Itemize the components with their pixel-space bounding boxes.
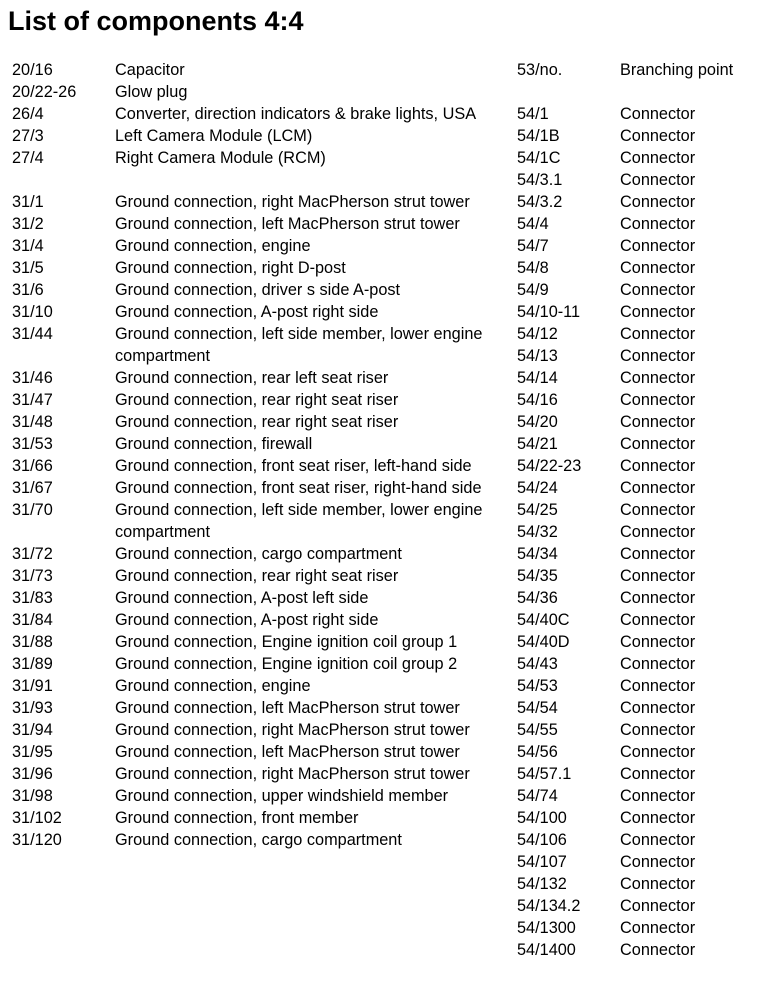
component-description: Ground connection, upper windshield member	[115, 787, 449, 805]
component-code: 31/88	[12, 633, 53, 651]
component-description: Connector	[620, 875, 696, 893]
component-code: 31/67	[12, 479, 53, 497]
component-code: 54/134.2	[517, 897, 581, 915]
list-item	[517, 587, 762, 609]
component-code: 31/98	[12, 787, 53, 805]
list-item	[12, 147, 498, 169]
list-spacer	[517, 81, 762, 103]
list-item	[517, 345, 762, 367]
component-code: 54/21	[517, 435, 558, 453]
component-description: Connector	[620, 809, 696, 827]
component-code: 54/16	[517, 391, 558, 409]
list-item	[517, 917, 762, 939]
component-description: Connector	[620, 413, 696, 431]
list-item	[12, 763, 498, 785]
component-description: Connector	[620, 457, 696, 475]
component-code: 31/4	[12, 237, 44, 255]
component-code: 54/34	[517, 545, 558, 563]
component-description: Connector	[620, 545, 696, 563]
component-code: 54/57.1	[517, 765, 572, 783]
component-description: Connector	[620, 633, 696, 651]
list-item	[12, 257, 498, 279]
list-item	[12, 653, 498, 675]
list-item	[517, 653, 762, 675]
component-code: 31/120	[12, 831, 62, 849]
component-code: 54/4	[517, 215, 549, 233]
component-code: 54/106	[517, 831, 567, 849]
component-code: 31/95	[12, 743, 53, 761]
component-description: Ground connection, front seat riser, left-hand side	[115, 457, 472, 475]
list-item	[517, 455, 762, 477]
component-description: Connector	[620, 193, 696, 211]
list-item	[12, 719, 498, 741]
list-item	[517, 301, 762, 323]
component-description: Connector	[620, 105, 696, 123]
list-item	[517, 323, 762, 345]
component-description: Connector	[620, 743, 696, 761]
list-item	[12, 499, 498, 543]
list-item	[12, 367, 498, 389]
list-item	[517, 521, 762, 543]
list-item	[517, 873, 762, 895]
list-item	[517, 565, 762, 587]
component-description: Ground connection, A-post right side	[115, 303, 379, 321]
list-item	[517, 433, 762, 455]
list-item	[12, 565, 498, 587]
list-item	[517, 499, 762, 521]
component-code: 31/70	[12, 501, 53, 519]
list-item	[517, 785, 762, 807]
component-code: 31/84	[12, 611, 53, 629]
component-code: 31/2	[12, 215, 44, 233]
component-description: Ground connection, Engine ignition coil group 2	[115, 655, 458, 673]
page-title: List of components 4:4	[8, 6, 304, 36]
component-code: 31/94	[12, 721, 53, 739]
component-description: Connector	[620, 831, 696, 849]
list-item	[12, 59, 498, 81]
list-item	[517, 279, 762, 301]
component-description: Connector	[620, 215, 696, 233]
component-code: 31/10	[12, 303, 53, 321]
list-spacer	[12, 169, 498, 191]
component-code: 31/1	[12, 193, 44, 211]
list-item	[517, 477, 762, 499]
component-code: 54/14	[517, 369, 558, 387]
component-code: 54/7	[517, 237, 549, 255]
component-description: Ground connection, Engine ignition coil group 1	[115, 633, 458, 651]
component-description: Ground connection, rear right seat riser	[115, 567, 399, 585]
component-code: 54/55	[517, 721, 558, 739]
component-code: 31/89	[12, 655, 53, 673]
list-item	[517, 675, 762, 697]
component-description: Connector	[620, 281, 696, 299]
component-description: Right Camera Module (RCM)	[115, 149, 326, 167]
component-description: Connector	[620, 259, 696, 277]
component-code: 54/22-23	[517, 457, 582, 475]
component-code: 54/1400	[517, 941, 576, 959]
component-description: Connector	[620, 501, 696, 519]
component-code: 54/10-11	[517, 303, 581, 321]
component-code: 54/12	[517, 325, 558, 343]
list-item	[517, 939, 762, 961]
component-description: Connector	[620, 721, 696, 739]
component-description: Connector	[620, 479, 696, 497]
right-component-list	[517, 59, 762, 961]
component-code: 31/6	[12, 281, 44, 299]
component-description: Connector	[620, 853, 696, 871]
component-description: Glow plug	[115, 83, 188, 101]
component-code: 31/83	[12, 589, 53, 607]
component-description: Connector	[620, 787, 696, 805]
component-code: 54/107	[517, 853, 567, 871]
component-description: Connector	[620, 347, 696, 365]
component-description: Ground connection, rear right seat riser	[115, 413, 399, 431]
component-code: 20/16	[12, 61, 53, 79]
component-code: 54/53	[517, 677, 558, 695]
component-description: Ground connection, front member	[115, 809, 359, 827]
list-item	[517, 411, 762, 433]
component-code: 54/56	[517, 743, 558, 761]
component-code: 54/74	[517, 787, 558, 805]
component-description: Ground connection, right MacPherson strut tower	[115, 765, 470, 783]
component-description: Ground connection, front seat riser, right-hand side	[115, 479, 482, 497]
list-item	[12, 191, 498, 213]
list-item	[12, 543, 498, 565]
list-item	[12, 455, 498, 477]
list-item	[12, 785, 498, 807]
list-item	[517, 807, 762, 829]
component-description: Ground connection, cargo compartment	[115, 831, 402, 849]
component-code: 54/13	[517, 347, 558, 365]
component-description: Connector	[620, 611, 696, 629]
component-description: Ground connection, right D-post	[115, 259, 346, 277]
list-item	[517, 851, 762, 873]
list-item	[517, 829, 762, 851]
component-code: 31/46	[12, 369, 53, 387]
list-item	[517, 125, 762, 147]
list-item	[12, 433, 498, 455]
list-item	[12, 675, 498, 697]
list-item	[12, 587, 498, 609]
component-description: Connector	[620, 325, 696, 343]
component-code: 27/3	[12, 127, 44, 145]
component-description: Connector	[620, 655, 696, 673]
component-description: Ground connection, left side member, lower engine compartment	[115, 325, 483, 365]
component-description: Ground connection, cargo compartment	[115, 545, 402, 563]
component-code: 54/1300	[517, 919, 576, 937]
list-item	[517, 697, 762, 719]
list-item	[12, 125, 498, 147]
list-item	[517, 191, 762, 213]
component-description: Connector	[620, 919, 696, 937]
component-description: Ground connection, A-post left side	[115, 589, 369, 607]
component-code: 54/8	[517, 259, 549, 277]
component-code: 31/96	[12, 765, 53, 783]
list-item	[517, 367, 762, 389]
list-item	[12, 697, 498, 719]
component-code: 26/4	[12, 105, 44, 123]
component-code: 31/73	[12, 567, 53, 585]
component-code: 54/9	[517, 281, 549, 299]
component-code: 54/1C	[517, 149, 561, 167]
component-code: 54/24	[517, 479, 558, 497]
list-item	[12, 609, 498, 631]
list-item	[12, 829, 498, 851]
component-description: Ground connection, left side member, lower engine compartment	[115, 501, 483, 541]
component-code: 54/36	[517, 589, 558, 607]
component-description: Ground connection, engine	[115, 677, 311, 695]
list-item	[517, 719, 762, 741]
component-code: 53/no.	[517, 61, 563, 79]
list-item	[12, 103, 498, 125]
component-code: 31/102	[12, 809, 62, 827]
component-code: 31/48	[12, 413, 53, 431]
component-description: Ground connection, right MacPherson strut tower	[115, 721, 470, 739]
component-code: 27/4	[12, 149, 44, 167]
component-code: 54/20	[517, 413, 558, 431]
component-code: 20/22-26	[12, 83, 77, 101]
component-code: 54/1	[517, 105, 549, 123]
component-code: 54/43	[517, 655, 558, 673]
component-description: Capacitor	[115, 61, 185, 79]
component-description: Ground connection, driver s side A-post	[115, 281, 401, 299]
list-item	[12, 323, 498, 367]
list-item	[517, 169, 762, 191]
list-item	[12, 477, 498, 499]
component-description: Ground connection, rear left seat riser	[115, 369, 389, 387]
component-description: Ground connection, right MacPherson strut tower	[115, 193, 470, 211]
component-description: Connector	[620, 369, 696, 387]
list-item	[517, 543, 762, 565]
component-description: Connector	[620, 391, 696, 409]
component-description: Connector	[620, 897, 696, 915]
component-description: Connector	[620, 677, 696, 695]
component-description: Connector	[620, 171, 696, 189]
list-item	[12, 807, 498, 829]
list-item	[517, 631, 762, 653]
component-code: 54/3.2	[517, 193, 563, 211]
list-item	[517, 147, 762, 169]
component-description: Connector	[620, 941, 696, 959]
component-code: 54/40C	[517, 611, 570, 629]
component-code: 31/44	[12, 325, 53, 343]
left-component-list	[12, 59, 498, 851]
component-code: 54/132	[517, 875, 567, 893]
list-item	[517, 609, 762, 631]
list-item	[517, 213, 762, 235]
component-description: Connector	[620, 237, 696, 255]
list-item	[517, 895, 762, 917]
list-item	[517, 763, 762, 785]
component-description: Ground connection, rear right seat riser	[115, 391, 399, 409]
component-code: 54/25	[517, 501, 558, 519]
component-code: 31/5	[12, 259, 44, 277]
component-description: Ground connection, engine	[115, 237, 311, 255]
component-description: Ground connection, A-post right side	[115, 611, 379, 629]
component-code: 54/54	[517, 699, 558, 717]
component-code: 31/47	[12, 391, 53, 409]
component-description: Connector	[620, 149, 696, 167]
component-description: Connector	[620, 435, 696, 453]
component-code: 54/32	[517, 523, 558, 541]
component-code: 54/1B	[517, 127, 560, 145]
component-description: Left Camera Module (LCM)	[115, 127, 313, 145]
list-item	[12, 631, 498, 653]
list-item	[517, 389, 762, 411]
list-item	[517, 59, 762, 81]
component-description: Connector	[620, 567, 696, 585]
list-item	[12, 411, 498, 433]
list-item	[12, 741, 498, 763]
list-item	[12, 235, 498, 257]
component-description: Branching point	[620, 61, 734, 79]
component-description: Converter, direction indicators & brake lights, USA	[115, 105, 477, 123]
component-code: 31/91	[12, 677, 53, 695]
component-code: 54/35	[517, 567, 558, 585]
component-code: 31/72	[12, 545, 53, 563]
component-code: 31/66	[12, 457, 53, 475]
list-item	[517, 741, 762, 763]
component-description: Connector	[620, 589, 696, 607]
list-item	[12, 301, 498, 323]
component-code: 31/93	[12, 699, 53, 717]
list-item	[12, 389, 498, 411]
list-item	[517, 257, 762, 279]
list-item	[12, 81, 498, 103]
list-item	[12, 279, 498, 301]
list-item	[517, 103, 762, 125]
component-description: Ground connection, left MacPherson strut tower	[115, 743, 460, 761]
component-code: 54/100	[517, 809, 567, 827]
list-item	[517, 235, 762, 257]
component-description: Connector	[620, 699, 696, 717]
component-description: Ground connection, left MacPherson strut tower	[115, 699, 460, 717]
component-description: Connector	[620, 765, 696, 783]
component-description: Ground connection, left MacPherson strut tower	[115, 215, 460, 233]
component-description: Connector	[620, 523, 696, 541]
component-description: Connector	[620, 127, 696, 145]
component-description: Connector	[620, 303, 696, 321]
component-code: 31/53	[12, 435, 53, 453]
component-description: Ground connection, firewall	[115, 435, 313, 453]
component-code: 54/40D	[517, 633, 570, 651]
component-code: 54/3.1	[517, 171, 563, 189]
list-item	[12, 213, 498, 235]
